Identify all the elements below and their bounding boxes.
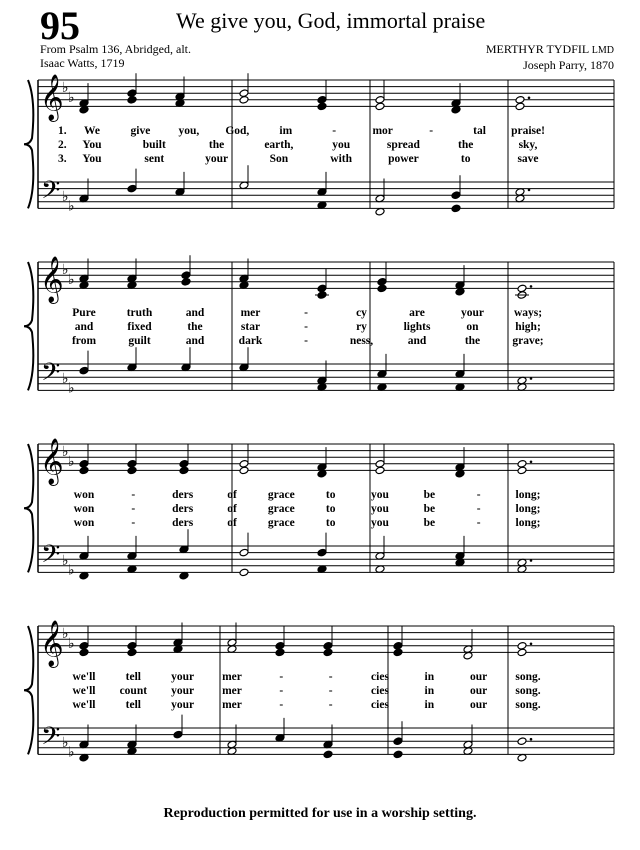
flat-sign: ♭ bbox=[68, 562, 75, 579]
flat-sign: ♭ bbox=[68, 744, 75, 761]
lyric-syllable: of bbox=[227, 489, 237, 501]
flat-sign: ♭ bbox=[62, 80, 69, 97]
lyric-syllable: sky, bbox=[518, 139, 538, 151]
lyric-syllable: the bbox=[208, 139, 225, 151]
lyric-syllable: - bbox=[279, 685, 284, 697]
lyric-syllable: in bbox=[424, 699, 435, 711]
note-head bbox=[317, 102, 327, 111]
lyric-syllable: lights bbox=[403, 321, 431, 333]
lyric-syllable: mor bbox=[372, 125, 393, 137]
note-head bbox=[375, 466, 385, 475]
note-head bbox=[79, 466, 89, 475]
lyric-syllable: your bbox=[171, 671, 195, 683]
lyric-syllable: song. bbox=[515, 699, 541, 711]
lyric-syllable: cies bbox=[371, 671, 389, 683]
hymn-title: We give you, God, immortal praise bbox=[176, 8, 486, 33]
note-head bbox=[127, 466, 137, 475]
note-head bbox=[239, 96, 249, 105]
treble-clef: 𝄞 bbox=[40, 74, 64, 121]
lyric-syllable: song. bbox=[515, 671, 541, 683]
lyric-syllable: long; bbox=[515, 517, 541, 529]
lyric-syllable: sent bbox=[144, 153, 165, 165]
lyric-syllable: You bbox=[82, 139, 102, 151]
bass-clef: 𝄢 bbox=[41, 539, 61, 575]
note-head bbox=[393, 648, 403, 657]
dot bbox=[530, 285, 533, 288]
lyric-syllable: ness, bbox=[349, 335, 374, 347]
dot bbox=[530, 559, 533, 562]
lyric-syllable: won bbox=[73, 503, 95, 515]
lyric-syllable: Pure bbox=[72, 307, 96, 319]
lyric-syllable: cy bbox=[356, 307, 367, 319]
lyric-syllable: in bbox=[424, 685, 435, 697]
lyric-syllable: - bbox=[328, 699, 333, 711]
note-head bbox=[323, 648, 333, 657]
lyric-syllable: in bbox=[424, 671, 435, 683]
lyric-syllable: the bbox=[187, 321, 203, 333]
hymn-number: 95 bbox=[40, 3, 80, 48]
note-head bbox=[517, 737, 527, 746]
lyric-syllable: to bbox=[325, 517, 336, 529]
note-head bbox=[517, 466, 527, 475]
note-head bbox=[239, 548, 249, 557]
lyric-syllable: of bbox=[227, 517, 237, 529]
lyric-syllable: mer bbox=[222, 699, 242, 711]
dot bbox=[530, 738, 533, 741]
lyric-syllable: count bbox=[119, 685, 148, 697]
lyric-syllable: grace bbox=[267, 517, 295, 529]
lyric-syllable: - bbox=[429, 125, 434, 137]
lyric-syllable: spread bbox=[386, 139, 420, 151]
lyric-syllable: built bbox=[142, 139, 166, 151]
flat-sign: ♭ bbox=[68, 454, 75, 471]
lyric-syllable: cies bbox=[371, 699, 389, 711]
flat-sign: ♭ bbox=[68, 380, 75, 397]
note-head bbox=[451, 191, 461, 200]
lyric-syllable: Son bbox=[269, 153, 289, 165]
lyric-syllable: ry bbox=[356, 321, 367, 333]
dot bbox=[530, 461, 533, 464]
lyric-syllable: - bbox=[279, 699, 284, 711]
treble-clef: 𝄞 bbox=[40, 256, 64, 303]
lyric-syllable: of bbox=[227, 503, 237, 515]
lyric-syllable: ders bbox=[172, 489, 194, 501]
lyric-syllable: won bbox=[73, 517, 95, 529]
text-source-line: Isaac Watts, 1719 bbox=[40, 56, 125, 70]
note-head bbox=[239, 466, 249, 475]
lyric-syllable: ways; bbox=[513, 307, 543, 319]
lyric-syllable: mer bbox=[222, 685, 242, 697]
lyric-syllable: are bbox=[409, 307, 425, 319]
lyric-syllable: and bbox=[185, 335, 205, 347]
lyric-syllable: - bbox=[332, 125, 337, 137]
dot bbox=[530, 377, 533, 380]
lyric-syllable: im bbox=[279, 125, 293, 137]
dot bbox=[530, 643, 533, 646]
lyric-syllable: your bbox=[171, 699, 195, 711]
lyric-syllable: - bbox=[476, 503, 481, 515]
lyric-syllable: grave; bbox=[512, 335, 544, 347]
lyric-syllable: be bbox=[423, 503, 436, 515]
note-head bbox=[323, 750, 333, 759]
lyric-syllable: earth, bbox=[264, 139, 294, 151]
lyric-syllable: grace bbox=[267, 503, 295, 515]
lyric-syllable: - bbox=[328, 685, 333, 697]
lyric-syllable: mer bbox=[222, 671, 242, 683]
lyric-syllable: tell bbox=[125, 671, 141, 683]
score-system bbox=[24, 73, 614, 216]
verse-number: 1. bbox=[58, 125, 67, 137]
lyric-syllable: we'll bbox=[72, 671, 96, 683]
verse-number: 2. bbox=[58, 139, 67, 151]
note-head bbox=[515, 102, 525, 111]
lyric-syllable: be bbox=[423, 489, 436, 501]
lyric-syllable: from bbox=[71, 335, 97, 347]
lyric-syllable: - bbox=[476, 517, 481, 529]
lyric-syllable: You bbox=[82, 153, 102, 165]
lyric-syllable: we'll bbox=[72, 685, 96, 697]
flat-sign: ♭ bbox=[62, 262, 69, 279]
flat-sign: ♭ bbox=[62, 188, 69, 205]
note-head bbox=[127, 648, 137, 657]
meter: LMD bbox=[591, 45, 614, 56]
note-head bbox=[181, 278, 191, 287]
note-head bbox=[179, 466, 189, 475]
lyric-syllable: and bbox=[74, 321, 94, 333]
lyric-syllable: cies bbox=[371, 685, 389, 697]
lyric-syllable: on bbox=[466, 321, 479, 333]
verse-number: 3. bbox=[58, 153, 67, 165]
lyric-syllable: with bbox=[330, 153, 353, 165]
lyric-syllable: ders bbox=[172, 503, 194, 515]
flat-sign: ♭ bbox=[62, 444, 69, 461]
lyric-syllable: to bbox=[325, 489, 336, 501]
brace bbox=[24, 444, 33, 572]
lyric-syllable: long; bbox=[515, 503, 541, 515]
brace bbox=[24, 262, 33, 390]
tune-name: MERTHYR TYDFIL bbox=[485, 42, 589, 56]
score-system bbox=[24, 620, 614, 762]
lyric-syllable: - bbox=[131, 503, 136, 515]
note-head bbox=[173, 730, 183, 739]
treble-clef: 𝄞 bbox=[40, 620, 64, 667]
lyric-syllable: tal bbox=[473, 125, 486, 137]
flat-sign: ♭ bbox=[68, 90, 75, 107]
score-system bbox=[24, 438, 614, 580]
note-head bbox=[79, 366, 89, 375]
bass-clef: 𝄢 bbox=[41, 357, 61, 393]
lyric-syllable: guilt bbox=[128, 335, 151, 347]
lyric-syllable: you bbox=[371, 489, 389, 501]
lyric-syllable: give bbox=[130, 125, 151, 137]
lyric-syllable: truth bbox=[126, 307, 153, 319]
flat-sign: ♭ bbox=[62, 552, 69, 569]
note-head bbox=[393, 750, 403, 759]
lyric-syllable: power bbox=[388, 153, 419, 165]
note-head bbox=[79, 648, 89, 657]
lyric-syllable: the bbox=[458, 139, 474, 151]
lyric-syllable: dark bbox=[238, 335, 263, 347]
lyric-syllable: ders bbox=[172, 517, 194, 529]
lyric-syllable: you bbox=[371, 503, 389, 515]
lyric-syllable: to bbox=[325, 503, 336, 515]
note-head bbox=[393, 737, 403, 746]
lyric-syllable: mer bbox=[240, 307, 261, 319]
note-head bbox=[239, 568, 249, 577]
lyric-syllable: you bbox=[332, 139, 351, 151]
lyric-syllable: - bbox=[279, 671, 284, 683]
lyric-syllable: high; bbox=[515, 321, 541, 333]
lyric-syllable: praise! bbox=[511, 125, 545, 137]
treble-clef: 𝄞 bbox=[40, 438, 64, 485]
lyric-syllable: - bbox=[304, 321, 308, 333]
note-head bbox=[451, 204, 461, 213]
lyric-syllable: - bbox=[131, 517, 136, 529]
footer-notice: Reproduction permitted for use in a worship setting. bbox=[163, 806, 477, 821]
lyric-syllable: tell bbox=[125, 699, 141, 711]
lyric-syllable: you bbox=[371, 517, 389, 529]
lyric-syllable: your bbox=[171, 685, 195, 697]
lyric-syllable: you, bbox=[178, 125, 200, 137]
lyric-syllable: God, bbox=[225, 125, 250, 137]
lyric-syllable: and bbox=[185, 307, 205, 319]
lyric-syllable: long; bbox=[515, 489, 541, 501]
lyric-syllable: we'll bbox=[72, 699, 96, 711]
lyric-syllable: and bbox=[407, 335, 427, 347]
composer: Joseph Parry, 1870 bbox=[523, 58, 614, 72]
lyric-syllable: won bbox=[73, 489, 95, 501]
bass-clef: 𝄢 bbox=[41, 175, 61, 211]
note-head bbox=[375, 102, 385, 111]
lyric-syllable: be bbox=[423, 517, 436, 529]
note-head bbox=[317, 548, 327, 557]
flat-sign: ♭ bbox=[68, 272, 75, 289]
lyric-syllable: - bbox=[328, 671, 333, 683]
lyric-syllable: the bbox=[464, 335, 481, 347]
lyric-syllable: star bbox=[240, 321, 261, 333]
lyric-syllable: grace bbox=[267, 489, 295, 501]
lyric-syllable: fixed bbox=[127, 321, 152, 333]
lyric-syllable: - bbox=[304, 335, 308, 347]
note-head bbox=[517, 648, 527, 657]
note-head bbox=[127, 184, 137, 193]
dot bbox=[528, 97, 531, 100]
flat-sign: ♭ bbox=[62, 734, 69, 751]
brace bbox=[24, 80, 33, 208]
lyric-syllable: song. bbox=[515, 685, 541, 697]
score-system bbox=[24, 255, 614, 397]
lyric-syllable: - bbox=[131, 489, 136, 501]
lyric-syllable: We bbox=[84, 125, 100, 137]
lyric-syllable: our bbox=[470, 685, 488, 697]
lyric-syllable: your bbox=[461, 307, 484, 319]
note-head bbox=[377, 284, 387, 293]
lyric-syllable: our bbox=[470, 699, 488, 711]
lyric-syllable: - bbox=[476, 489, 481, 501]
lyric-syllable: save bbox=[517, 153, 539, 165]
flat-sign: ♭ bbox=[62, 370, 69, 387]
flat-sign: ♭ bbox=[68, 198, 75, 215]
brace bbox=[24, 626, 33, 754]
text-source-line: From Psalm 136, Abridged, alt. bbox=[40, 42, 191, 56]
note-head bbox=[127, 96, 137, 105]
lyric-syllable: our bbox=[470, 671, 488, 683]
flat-sign: ♭ bbox=[68, 636, 75, 653]
note-head bbox=[275, 648, 285, 657]
flat-sign: ♭ bbox=[62, 626, 69, 643]
lyric-syllable: - bbox=[304, 307, 308, 319]
lyric-syllable: to bbox=[460, 153, 471, 165]
lyric-syllable: your bbox=[205, 153, 229, 165]
dot bbox=[528, 189, 531, 192]
bass-clef: 𝄢 bbox=[41, 721, 61, 757]
